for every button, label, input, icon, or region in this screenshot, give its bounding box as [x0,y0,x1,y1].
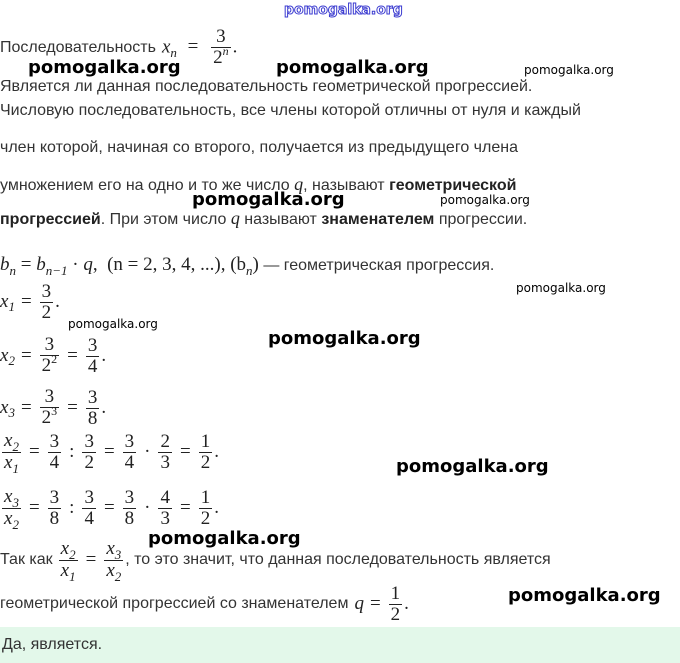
x3-equation: x 3 = $\frac{3}{2^3}$ = $\frac{3}{8}$ . [0,386,107,429]
answer-box [0,627,680,663]
watermark: pomogalka.org [268,328,421,349]
conclusion-line-1: Так как $\frac{x_2}{x_1}$ = $\frac{x_3}{x_2}$ , то это значит, что данная последовательность является [0,537,551,584]
watermark: pomogalka.org [524,63,614,77]
definition-line-4: прогрессией. При этом число q называют знаменателем прогрессии. [0,208,528,228]
watermark-top: pomogalka.org [284,2,403,18]
watermark: pomogalka.org [148,528,301,549]
watermark: pomogalka.org [396,456,549,477]
watermark: pomogalka.org [276,57,429,78]
watermark: pomogalka.org [192,189,345,210]
watermark: pomogalka.org [68,317,158,331]
watermark: pomogalka.org [440,193,530,207]
progression-formula: $b_n = b_{n-1} \cdot q$, (n = 2, 3, 4, ...), $(b_n)$ — геометрическая прогрессия. [0,254,495,278]
definition-line-1: Числовую последовательность, все члены которой отличны от нуля и каждый [0,102,581,119]
watermark: pomogalka.org [28,57,181,78]
definition-line-2: член которой, начиная со второго, получается из предыдущего члена [0,139,518,156]
ratio-x3-x2: $\frac{x_3}{x_2}$ = $\frac{3}{8}$ : $\frac{3}{4}$ = $\frac{3}{8}$ · $\frac{4}{3}$ = $\frac{1}{2}$ . [4,485,219,532]
conclusion-line-2: геометрической прогрессией со знаменателем q = $\frac{1}{2}$ . [0,582,409,625]
x1-equation: x 1 = $\frac{3}{2}$ . [0,280,60,323]
definition-line-3: умножением его на одно и то же число q, называют геометрической [0,174,517,194]
watermark: pomogalka.org [516,281,606,295]
answer-text: Да, является. [2,636,103,653]
question-text: Является ли данная последовательность геометрической прогрессией. [0,78,533,95]
watermark: pomogalka.org [508,585,661,606]
ratio-x2-x1: $\frac{x_2}{x_1}$ = $\frac{3}{4}$ : $\frac{3}{2}$ = $\frac{3}{4}$ · $\frac{2}{3}$ = $\frac{1}{2}$ . [4,429,219,476]
x2-equation: x 2 = $\frac{3}{2^2}$ = $\frac{3}{4}$ . [0,334,107,377]
sequence-label: Последовательность [0,39,156,56]
sequence-formula: $x_n$ = $\frac{3}{2^n}$ . [161,26,238,68]
